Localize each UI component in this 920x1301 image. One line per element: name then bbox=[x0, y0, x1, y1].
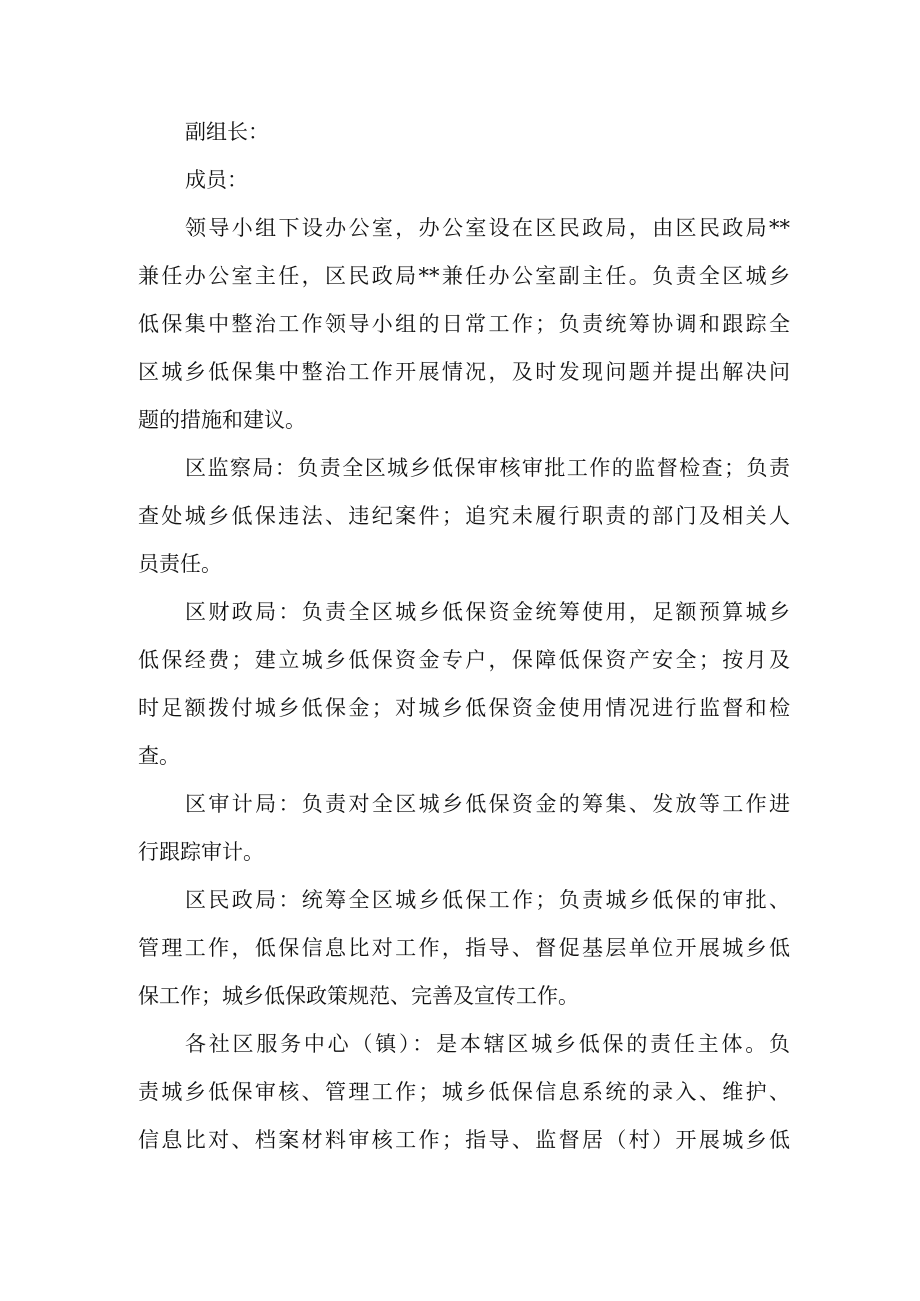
paragraph bbox=[138, 204, 790, 444]
text-line: 低保经费；建立城乡低保资金专户，保障低保资产安全；按月及 bbox=[138, 648, 790, 672]
text-line: 责城乡低保审核、管理工作；城乡低保信息系统的录入、维护、 bbox=[138, 1080, 790, 1104]
text-line: 保工作；城乡低保政策规范、完善及宣传工作。 bbox=[138, 984, 579, 1008]
text-line: 各社区服务中心（镇）：是本辖区城乡低保的责任主体。负 bbox=[185, 1032, 790, 1056]
text-line: 信息比对、档案材料审核工作；指导、监督居（村）开展城乡低 bbox=[138, 1128, 790, 1152]
text-line: 行跟踪审计。 bbox=[138, 840, 264, 864]
paragraph bbox=[138, 444, 790, 588]
text-line: 兼任办公室主任，区民政局**兼任办公室副主任。负责全区城乡 bbox=[138, 264, 790, 288]
text-line: 领导小组下设办公室，办公室设在区民政局，由区民政局** bbox=[185, 216, 790, 240]
text-line: 区城乡低保集中整治工作开展情况，及时发现问题并提出解决问 bbox=[138, 360, 790, 384]
text-line: 低保集中整治工作领导小组的日常工作；负责统筹协调和跟踪全 bbox=[138, 312, 790, 336]
text-line: 查。 bbox=[138, 744, 180, 768]
text-line: 区财政局：负责全区城乡低保资金统筹使用，足额预算城乡 bbox=[185, 600, 790, 624]
text-line: 成员： bbox=[185, 168, 248, 192]
paragraph bbox=[138, 780, 790, 876]
paragraph bbox=[138, 1020, 790, 1164]
text-line: 查处城乡低保违法、违纪案件；追究未履行职责的部门及相关人 bbox=[138, 504, 790, 528]
text-line: 区监察局：负责全区城乡低保审核审批工作的监督检查；负责 bbox=[185, 456, 790, 480]
document-body bbox=[138, 108, 790, 1164]
paragraph bbox=[138, 108, 790, 156]
paragraph bbox=[138, 588, 790, 780]
text-line: 管理工作，低保信息比对工作，指导、督促基层单位开展城乡低 bbox=[138, 936, 790, 960]
paragraph bbox=[138, 876, 790, 1020]
text-line: 区审计局：负责对全区城乡低保资金的筹集、发放等工作进 bbox=[185, 792, 790, 816]
paragraph bbox=[138, 156, 790, 204]
text-line: 题的措施和建议。 bbox=[138, 408, 306, 432]
text-line: 副组长： bbox=[185, 120, 269, 144]
text-line: 时足额拨付城乡低保金；对城乡低保资金使用情况进行监督和检 bbox=[138, 696, 790, 720]
text-line: 员责任。 bbox=[138, 552, 222, 576]
text-line: 区民政局：统筹全区城乡低保工作；负责城乡低保的审批、 bbox=[185, 888, 790, 912]
